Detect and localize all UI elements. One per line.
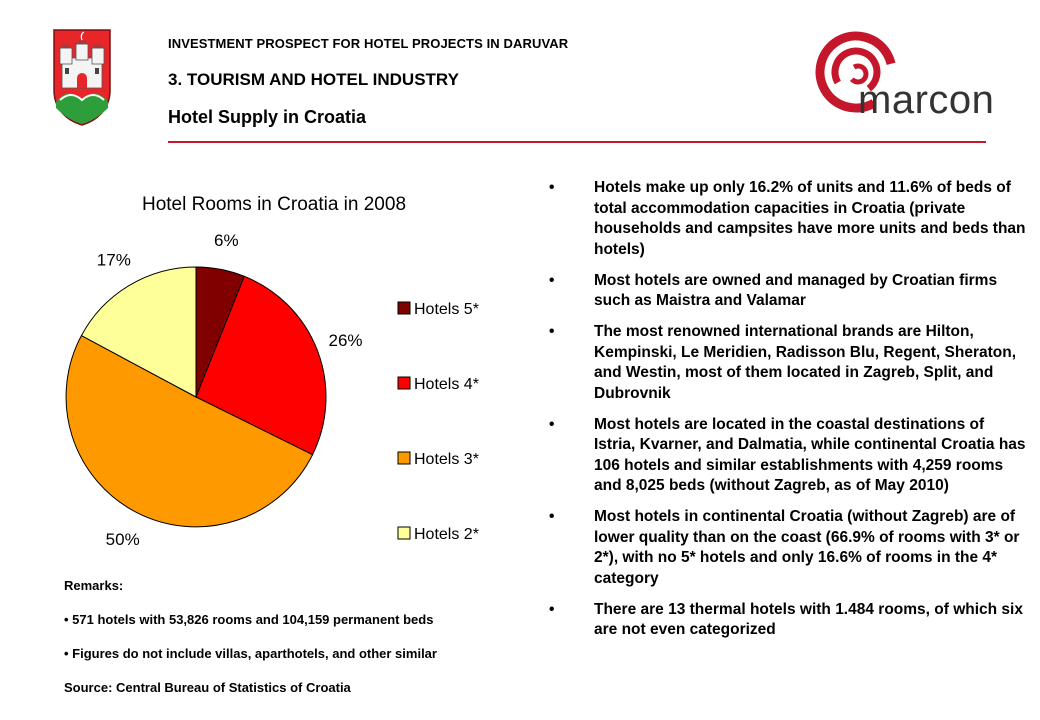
- remarks-title: Remarks:: [64, 578, 124, 593]
- remark-item: • 571 hotels with 53,826 rooms and 104,159 permanent beds: [64, 612, 434, 627]
- remark-text: Figures do not include villas, aparthotels, and other similar: [72, 646, 437, 661]
- legend-label: Hotels 2*: [414, 526, 479, 543]
- chart-title: Hotel Rooms in Croatia in 2008: [141, 194, 407, 215]
- bullet-text: Most hotels are located in the coastal destinations of Istria, Kvarner, and Dalmatia, while continental Croatia has 106 hotels and similar establishments with 4,259 rooms and 8,025 beds (without Zagreb, as of May 2010): [594, 415, 1026, 494]
- source-note: Source: Central Bureau of Statistics of Croatia: [64, 680, 351, 695]
- slice-data-label: 17%: [96, 250, 131, 270]
- remark-item: • Figures do not include villas, aparthotels, and other similar: [64, 646, 437, 661]
- slice-data-label: 26%: [328, 330, 363, 350]
- bullet-text: Hotels make up only 16.2% of units and 11.6% of beds of total accommodation capacities in Croatia (private households and campsites have more units and beds than hotels): [594, 179, 1026, 258]
- legend-swatch: [398, 302, 410, 314]
- slice-data-label: 6%: [214, 230, 239, 250]
- bullet-item: [546, 178, 1026, 260]
- brand-name: marcon: [858, 78, 995, 122]
- legend-label: Hotels 3*: [414, 451, 479, 468]
- header-divider: [168, 141, 986, 143]
- legend-label: Hotels 4*: [414, 376, 479, 393]
- legend-label: Hotels 5*: [414, 301, 479, 318]
- page-title: Hotel Supply in Croatia: [168, 107, 367, 127]
- key-facts-list: [546, 178, 1026, 651]
- hotel-rooms-pie-chart: [58, 172, 538, 557]
- bullet-marker: •: [549, 323, 555, 340]
- chart-legend: [398, 301, 479, 543]
- bullet-item: [546, 600, 1026, 641]
- bullet-item: [546, 271, 1026, 312]
- bullet-text: Most hotels in continental Croatia (without Zagreb) are of lower quality than on the coast (66.9% of rooms with 3* or 2*), with no 5* hotels and only 16.6% of rooms in the 4* category: [594, 508, 1020, 587]
- bullet-marker: •: [549, 600, 555, 618]
- bullet-text: There are 13 thermal hotels with 1.484 rooms, of which six are not even categorized: [594, 600, 1023, 638]
- bullet-item: [546, 415, 1026, 497]
- legend-swatch: [398, 527, 410, 539]
- presentation-kicker: INVESTMENT PROSPECT FOR HOTEL PROJECTS IN DARUVAR: [168, 36, 569, 51]
- bullet-marker: •: [549, 271, 555, 289]
- section-heading: 3. TOURISM AND HOTEL INDUSTRY: [168, 70, 459, 89]
- bullet-text: The most renowned international brands are Hilton, Kempinski, Le Meridien, Radisson Blu, Regent, Sheraton, and Westin, most of them located in Zagreb, Split, and Dubrovnik: [594, 323, 1017, 402]
- coat-of-arms-logo: [52, 28, 112, 126]
- slice-data-label: 50%: [105, 530, 140, 550]
- legend-swatch: [398, 377, 410, 389]
- pie-slices: [66, 267, 326, 527]
- remarks-block: [64, 578, 534, 695]
- bullet-marker: •: [549, 179, 555, 196]
- remark-text: 571 hotels with 53,826 rooms and 104,159 permanent beds: [72, 612, 434, 627]
- bullet-marker: •: [549, 415, 555, 433]
- bullet-text: Most hotels are owned and managed by Croatian firms such as Maistra and Valamar: [594, 271, 998, 309]
- bullet-marker: •: [549, 508, 555, 525]
- legend-swatch: [398, 452, 410, 464]
- bullet-item: [546, 322, 1026, 404]
- bullet-item: [546, 507, 1026, 589]
